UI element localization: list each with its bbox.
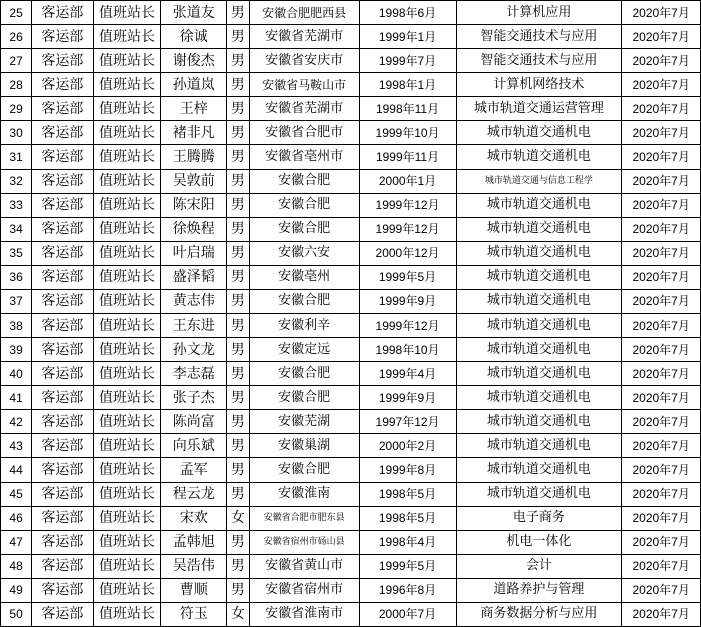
position-cell: 值班站长 [93,265,161,289]
gender-cell: 男 [227,530,250,554]
name-cell: 王梓 [161,97,227,121]
department-cell: 客运部 [32,578,93,602]
table-row [1,434,701,458]
name-cell: 符玉 [161,602,227,626]
name-cell: 张子杰 [161,386,227,410]
name-cell: 宋欢 [161,506,227,530]
graduation-date-cell: 2020年7月 [622,193,701,217]
position-cell: 值班站长 [93,506,161,530]
row-number-cell: 26 [1,25,32,49]
graduation-date-cell: 2020年7月 [622,289,701,313]
row-number-cell: 27 [1,49,32,73]
major-cell: 城市轨道交通机电 [456,241,622,265]
gender-cell: 男 [227,554,250,578]
position-cell: 值班站长 [93,193,161,217]
position-cell: 值班站长 [93,530,161,554]
department-cell: 客运部 [32,241,93,265]
major-cell: 智能交通技术与应用 [456,25,622,49]
name-cell: 张道友 [161,1,227,25]
position-cell: 值班站长 [93,362,161,386]
row-number-cell: 33 [1,193,32,217]
row-number-cell: 30 [1,121,32,145]
native-place-cell: 安徽省芜湖市 [249,25,359,49]
gender-cell: 男 [227,25,250,49]
gender-cell: 男 [227,578,250,602]
name-cell: 陈尚富 [161,410,227,434]
table-row [1,362,701,386]
major-cell: 城市轨道交通机电 [456,265,622,289]
row-number-cell: 46 [1,506,32,530]
major-cell: 城市轨道交通运营管理 [456,97,622,121]
table-row [1,554,701,578]
birth-date-cell: 1999年7月 [359,49,456,73]
graduation-date-cell: 2020年7月 [622,554,701,578]
name-cell: 曹顺 [161,578,227,602]
department-cell: 客运部 [32,49,93,73]
graduation-date-cell: 2020年7月 [622,169,701,193]
position-cell: 值班站长 [93,578,161,602]
native-place-cell: 安徽合肥 [249,386,359,410]
native-place-cell: 安徽合肥 [249,289,359,313]
native-place-cell: 安徽省合肥市 [249,121,359,145]
name-cell: 孟军 [161,458,227,482]
major-cell: 城市轨道交通机电 [456,145,622,169]
graduation-date-cell: 2020年7月 [622,482,701,506]
graduation-date-cell: 2020年7月 [622,121,701,145]
row-number-cell: 40 [1,362,32,386]
row-number-cell: 34 [1,217,32,241]
row-number-cell: 38 [1,314,32,338]
table-row [1,169,701,193]
department-cell: 客运部 [32,602,93,626]
name-cell: 吴敦前 [161,169,227,193]
gender-cell: 男 [227,434,250,458]
table-row [1,241,701,265]
gender-cell: 女 [227,602,250,626]
table-row [1,506,701,530]
graduation-date-cell: 2020年7月 [622,145,701,169]
department-cell: 客运部 [32,434,93,458]
name-cell: 王腾腾 [161,145,227,169]
row-number-cell: 39 [1,338,32,362]
native-place-cell: 安徽利辛 [249,314,359,338]
row-number-cell: 41 [1,386,32,410]
position-cell: 值班站长 [93,554,161,578]
row-number-cell: 44 [1,458,32,482]
graduation-date-cell: 2020年7月 [622,578,701,602]
major-cell: 城市轨道交通机电 [456,289,622,313]
birth-date-cell: 2000年12月 [359,241,456,265]
row-number-cell: 32 [1,169,32,193]
birth-date-cell: 1996年8月 [359,578,456,602]
position-cell: 值班站长 [93,241,161,265]
department-cell: 客运部 [32,482,93,506]
department-cell: 客运部 [32,265,93,289]
table-row [1,482,701,506]
graduation-date-cell: 2020年7月 [622,506,701,530]
native-place-cell: 安徽巢湖 [249,434,359,458]
department-cell: 客运部 [32,506,93,530]
department-cell: 客运部 [32,314,93,338]
native-place-cell: 安徽六安 [249,241,359,265]
row-number-cell: 42 [1,410,32,434]
name-cell: 孙文龙 [161,338,227,362]
table-row [1,73,701,97]
major-cell: 计算机应用 [456,1,622,25]
graduation-date-cell: 2020年7月 [622,458,701,482]
birth-date-cell: 1999年8月 [359,458,456,482]
row-number-cell: 37 [1,289,32,313]
gender-cell: 男 [227,1,250,25]
native-place-cell: 安徽省马鞍山市 [249,73,359,97]
row-number-cell: 43 [1,434,32,458]
position-cell: 值班站长 [93,386,161,410]
major-cell: 计算机网络技术 [456,73,622,97]
gender-cell: 男 [227,73,250,97]
major-cell: 城市轨道交通机电 [456,434,622,458]
major-cell: 机电一体化 [456,530,622,554]
table-row [1,25,701,49]
native-place-cell: 安徽定远 [249,338,359,362]
table-row [1,289,701,313]
table-row [1,97,701,121]
position-cell: 值班站长 [93,338,161,362]
name-cell: 孟韩旭 [161,530,227,554]
table-row [1,602,701,626]
row-number-cell: 36 [1,265,32,289]
row-number-cell: 25 [1,1,32,25]
gender-cell: 男 [227,217,250,241]
name-cell: 李志磊 [161,362,227,386]
birth-date-cell: 1997年12月 [359,410,456,434]
birth-date-cell: 2000年2月 [359,434,456,458]
birth-date-cell: 1998年10月 [359,338,456,362]
major-cell: 城市轨道交通机电 [456,314,622,338]
table-row [1,410,701,434]
birth-date-cell: 1999年12月 [359,193,456,217]
graduation-date-cell: 2020年7月 [622,241,701,265]
native-place-cell: 安徽合肥肥西县 [249,1,359,25]
department-cell: 客运部 [32,193,93,217]
table-row [1,1,701,25]
row-number-cell: 35 [1,241,32,265]
native-place-cell: 安徽合肥 [249,362,359,386]
graduation-date-cell: 2020年7月 [622,410,701,434]
birth-date-cell: 1999年1月 [359,25,456,49]
birth-date-cell: 1999年12月 [359,314,456,338]
department-cell: 客运部 [32,217,93,241]
row-number-cell: 31 [1,145,32,169]
department-cell: 客运部 [32,97,93,121]
position-cell: 值班站长 [93,145,161,169]
position-cell: 值班站长 [93,1,161,25]
gender-cell: 男 [227,265,250,289]
native-place-cell: 安徽淮南 [249,482,359,506]
table-row [1,49,701,73]
row-number-cell: 45 [1,482,32,506]
graduation-date-cell: 2020年7月 [622,338,701,362]
row-number-cell: 29 [1,97,32,121]
birth-date-cell: 1999年9月 [359,386,456,410]
gender-cell: 男 [227,193,250,217]
native-place-cell: 安徽省淮南市 [249,602,359,626]
table-row [1,338,701,362]
graduation-date-cell: 2020年7月 [622,1,701,25]
table-row [1,145,701,169]
major-cell: 城市轨道交通机电 [456,193,622,217]
name-cell: 徐焕程 [161,217,227,241]
gender-cell: 男 [227,362,250,386]
position-cell: 值班站长 [93,49,161,73]
major-cell: 城市轨道交通机电 [456,410,622,434]
native-place-cell: 安徽省芜湖市 [249,97,359,121]
native-place-cell: 安徽合肥 [249,169,359,193]
table-row [1,265,701,289]
department-cell: 客运部 [32,386,93,410]
major-cell: 城市轨道交通机电 [456,482,622,506]
department-cell: 客运部 [32,458,93,482]
position-cell: 值班站长 [93,169,161,193]
department-cell: 客运部 [32,169,93,193]
name-cell: 黄志伟 [161,289,227,313]
name-cell: 向乐斌 [161,434,227,458]
native-place-cell: 安徽省黄山市 [249,554,359,578]
gender-cell: 男 [227,338,250,362]
department-cell: 客运部 [32,1,93,25]
table-row [1,314,701,338]
table-row [1,458,701,482]
major-cell: 城市轨道交通与信息工程学 [456,169,622,193]
gender-cell: 男 [227,145,250,169]
gender-cell: 女 [227,506,250,530]
table-row [1,217,701,241]
position-cell: 值班站长 [93,434,161,458]
birth-date-cell: 2000年7月 [359,602,456,626]
birth-date-cell: 1998年5月 [359,506,456,530]
position-cell: 值班站长 [93,217,161,241]
birth-date-cell: 1998年5月 [359,482,456,506]
table-row [1,530,701,554]
major-cell: 城市轨道交通机电 [456,386,622,410]
gender-cell: 男 [227,314,250,338]
major-cell: 智能交通技术与应用 [456,49,622,73]
gender-cell: 男 [227,97,250,121]
birth-date-cell: 1998年4月 [359,530,456,554]
native-place-cell: 安徽省合肥市肥东县 [249,506,359,530]
birth-date-cell: 1999年5月 [359,554,456,578]
native-place-cell: 安徽省安庆市 [249,49,359,73]
name-cell: 程云龙 [161,482,227,506]
major-cell: 城市轨道交通机电 [456,458,622,482]
position-cell: 值班站长 [93,482,161,506]
name-cell: 徐诚 [161,25,227,49]
graduation-date-cell: 2020年7月 [622,362,701,386]
gender-cell: 男 [227,386,250,410]
staff-table-body [1,1,701,627]
native-place-cell: 安徽合肥 [249,217,359,241]
graduation-date-cell: 2020年7月 [622,49,701,73]
department-cell: 客运部 [32,73,93,97]
birth-date-cell: 1999年4月 [359,362,456,386]
major-cell: 会计 [456,554,622,578]
row-number-cell: 49 [1,578,32,602]
major-cell: 城市轨道交通机电 [456,217,622,241]
graduation-date-cell: 2020年7月 [622,25,701,49]
position-cell: 值班站长 [93,602,161,626]
row-number-cell: 50 [1,602,32,626]
native-place-cell: 安徽省宿州市 [249,578,359,602]
birth-date-cell: 1999年5月 [359,265,456,289]
native-place-cell: 安徽省宿州市砀山县 [249,530,359,554]
birth-date-cell: 1999年10月 [359,121,456,145]
position-cell: 值班站长 [93,121,161,145]
native-place-cell: 安徽省亳州市 [249,145,359,169]
graduation-date-cell: 2020年7月 [622,314,701,338]
native-place-cell: 安徽合肥 [249,193,359,217]
row-number-cell: 48 [1,554,32,578]
table-row [1,386,701,410]
name-cell: 吴浩伟 [161,554,227,578]
row-number-cell: 28 [1,73,32,97]
native-place-cell: 安徽芜湖 [249,410,359,434]
name-cell: 盛泽韬 [161,265,227,289]
native-place-cell: 安徽合肥 [249,458,359,482]
gender-cell: 男 [227,289,250,313]
graduation-date-cell: 2020年7月 [622,386,701,410]
row-number-cell: 47 [1,530,32,554]
table-row [1,121,701,145]
department-cell: 客运部 [32,554,93,578]
department-cell: 客运部 [32,289,93,313]
name-cell: 王东进 [161,314,227,338]
birth-date-cell: 1998年1月 [359,73,456,97]
birth-date-cell: 1999年12月 [359,217,456,241]
gender-cell: 男 [227,169,250,193]
position-cell: 值班站长 [93,25,161,49]
graduation-date-cell: 2020年7月 [622,97,701,121]
gender-cell: 男 [227,49,250,73]
position-cell: 值班站长 [93,289,161,313]
graduation-date-cell: 2020年7月 [622,217,701,241]
major-cell: 商务数据分析与应用 [456,602,622,626]
name-cell: 孙道岚 [161,73,227,97]
department-cell: 客运部 [32,25,93,49]
birth-date-cell: 1999年9月 [359,289,456,313]
name-cell: 叶启瑞 [161,241,227,265]
graduation-date-cell: 2020年7月 [622,602,701,626]
name-cell: 陈宋阳 [161,193,227,217]
major-cell: 城市轨道交通机电 [456,121,622,145]
position-cell: 值班站长 [93,97,161,121]
position-cell: 值班站长 [93,73,161,97]
graduation-date-cell: 2020年7月 [622,434,701,458]
department-cell: 客运部 [32,145,93,169]
gender-cell: 男 [227,482,250,506]
name-cell: 谢俊杰 [161,49,227,73]
position-cell: 值班站长 [93,458,161,482]
table-row [1,578,701,602]
major-cell: 城市轨道交通机电 [456,362,622,386]
graduation-date-cell: 2020年7月 [622,530,701,554]
graduation-date-cell: 2020年7月 [622,265,701,289]
gender-cell: 男 [227,241,250,265]
name-cell: 褚非凡 [161,121,227,145]
department-cell: 客运部 [32,121,93,145]
department-cell: 客运部 [32,410,93,434]
birth-date-cell: 1999年11月 [359,145,456,169]
major-cell: 道路养护与管理 [456,578,622,602]
birth-date-cell: 1998年6月 [359,1,456,25]
position-cell: 值班站长 [93,410,161,434]
gender-cell: 男 [227,458,250,482]
birth-date-cell: 1998年11月 [359,97,456,121]
graduation-date-cell: 2020年7月 [622,73,701,97]
gender-cell: 男 [227,121,250,145]
department-cell: 客运部 [32,530,93,554]
department-cell: 客运部 [32,362,93,386]
position-cell: 值班站长 [93,314,161,338]
birth-date-cell: 2000年1月 [359,169,456,193]
major-cell: 电子商务 [456,506,622,530]
major-cell: 城市轨道交通机电 [456,338,622,362]
department-cell: 客运部 [32,338,93,362]
table-row [1,193,701,217]
native-place-cell: 安徽亳州 [249,265,359,289]
gender-cell: 男 [227,410,250,434]
